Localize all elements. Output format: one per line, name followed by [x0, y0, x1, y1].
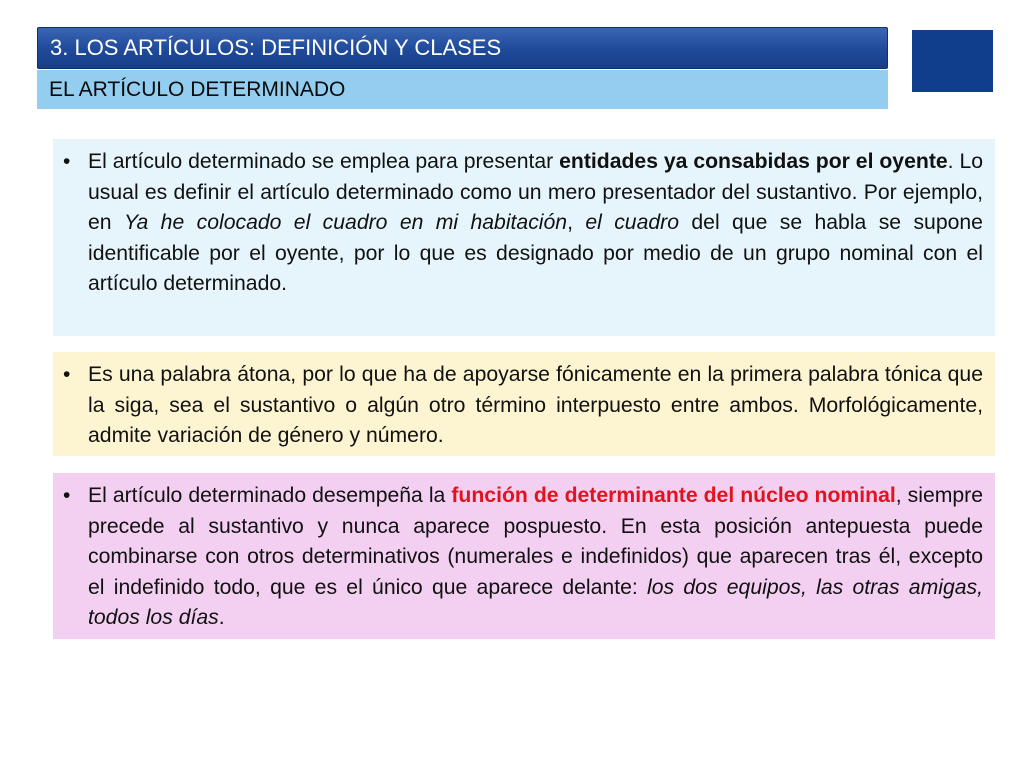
- p1-bold-entidades: entidades ya consabidas por el oyente: [559, 150, 948, 173]
- p1-text-4: del que se habla se supone identificable por el oyente, por lo que es designado por medio de un grupo nominal con el artículo determinado.: [88, 211, 983, 295]
- content-box-1: [53, 139, 995, 336]
- p1-italic-example: Ya he colocado el cuadro en mi habitación: [123, 211, 568, 234]
- bullet-item-1: [61, 147, 983, 300]
- bullet-icon: •: [63, 484, 71, 507]
- content-box-3: [53, 473, 995, 639]
- paragraph-2: [88, 360, 983, 452]
- content-box-2: [53, 352, 995, 456]
- p2-text-1: Es una palabra átona, por lo que ha de apoyarse fónicamente en la primera palabra tónica que la siga, sea el sustantivo o algún otro término interpuesto entre ambos. Morfológicamente, admite variación de género y número.: [88, 363, 983, 447]
- p3-red-funcion: función de determinante del núcleo nominal: [451, 484, 896, 507]
- p3-text-2: , siempre precede al sustantivo y nunca aparece pospuesto. En esta posición antepuesta puede combinarse con otros determinativos (numerales e indefinidos) que aparecen tras él, excepto el indefinido todo, que es el único que aparece delante:: [88, 484, 983, 599]
- decorative-square: [912, 30, 993, 92]
- p1-italic-cuadro: el cuadro: [585, 211, 679, 234]
- p1-text-2: . Lo usual es definir el artículo determinado como un mero presentador del sustantivo. Por ejemplo, en: [88, 150, 984, 234]
- paragraph-1: [88, 147, 983, 300]
- p3-text-3: .: [218, 606, 225, 629]
- p1-text-1: El artículo determinado se emplea para presentar: [88, 150, 560, 173]
- bullet-item-2: [61, 360, 983, 452]
- slide-subtitle: EL ARTÍCULO DETERMINADO: [37, 70, 888, 109]
- p1-text-3: ,: [567, 211, 586, 234]
- p3-text-1: El artículo determinado desempeña la: [88, 484, 452, 507]
- bullet-item-3: [61, 481, 983, 634]
- p3-italic-examples: los dos equipos, las otras amigas, todos los días: [88, 575, 983, 629]
- slide-title: 3. LOS ARTÍCULOS: DEFINICIÓN Y CLASES: [37, 27, 888, 69]
- bullet-icon: •: [63, 150, 71, 173]
- bullet-icon: •: [63, 363, 71, 386]
- paragraph-3: [88, 481, 983, 634]
